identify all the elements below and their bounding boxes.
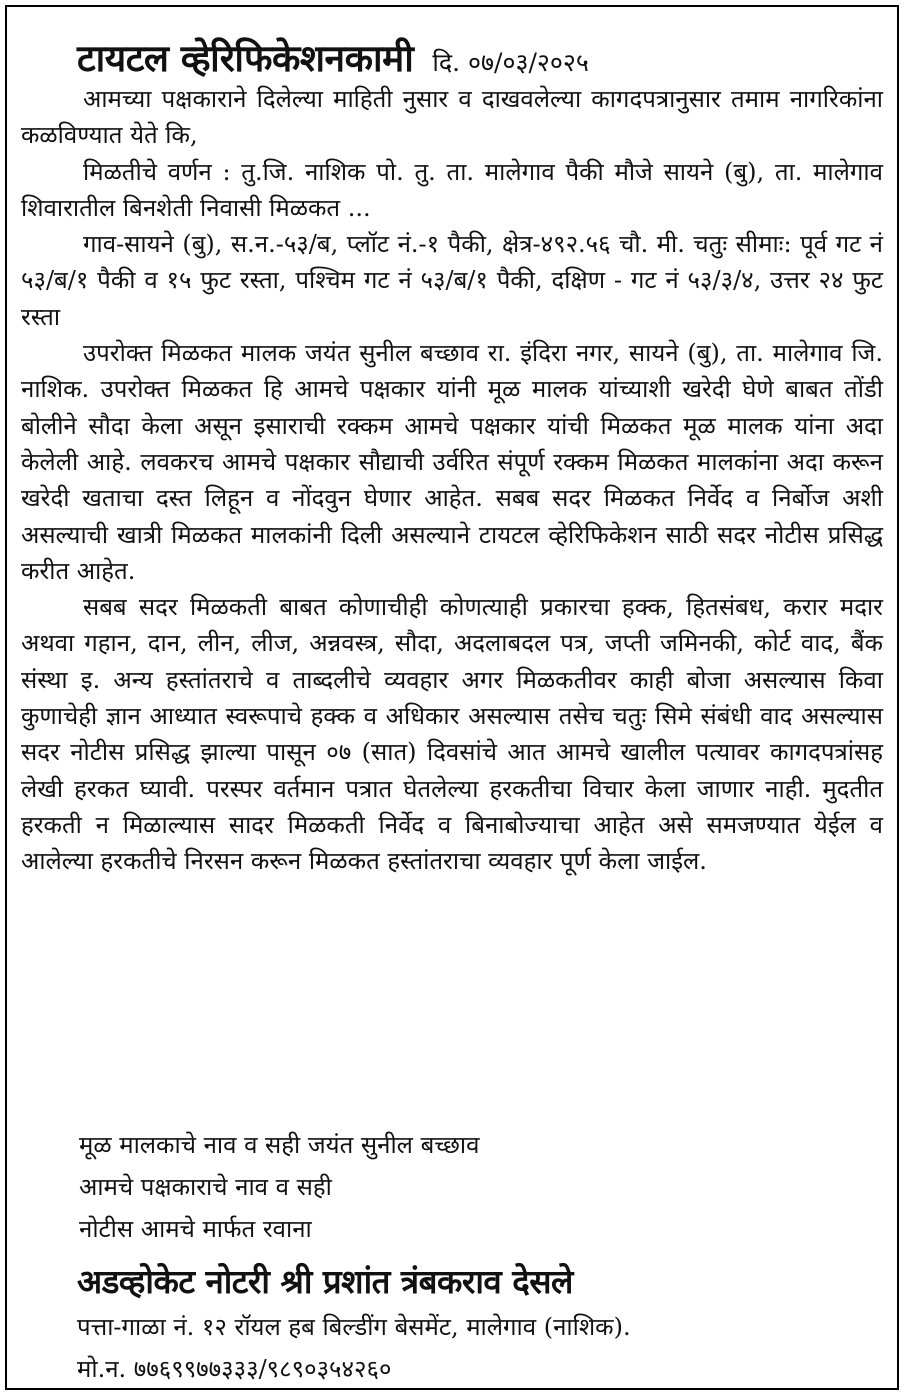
- owner-paragraph: उपरोक्त मिळकत मालक जयंत सुनील बच्छाव रा. इंदिरा नगर, सायने (बु), ता. मालेगाव जि. नाशिक. उपरोक्त मिळकत हि आमचे पक्षकार यांनी मूळ मालक यांच्याशी खरेदी घेणे बाबत तोंडी बोलीने सौदा केला असून इसाराची रक्कम आमचे पक्षकार यांची मिळकत मूळ मालक यांना अदा केलेली आहे. लवकरच आमचे पक्षकार सौद्याची उर्वरित संपूर्ण रक्कम मिळकत मालकांना अदा करून खरेदी खताचा दस्त लिहून व नोंदवुन घेणार आहेत. सबब सदर मिळकत निर्वेद व निर्बोज अशी असल्याची खात्री मिळकत मालकांनी दिली असल्याने टायटल व्हेरिफिकेशन साठी सदर नोटीस प्रसिद्ध करीत आहेत.: [21, 339, 883, 585]
- notice-body: [21, 81, 883, 880]
- owner-signature-line: मूळ मालकाचे नाव व सही जयंत सुनील बच्छाव: [79, 1131, 480, 1159]
- objection-paragraph: सबब सदर मिळकती बाबत कोणाचीही कोणत्याही प्रकारचा हक्क, हितसंबध, करार मदार अथवा गहान, दान, लीन, लीज, अन्नवस्त्र, सौदा, अदलाबदल पत्र, जप्ती जमिनकी, कोर्ट वाद, बैंक संस्था इ. अन्य हस्तांतराचे व ताब्दलीचे व्यवहार अगर मिळकतीवर काही बोजा असल्यास किवा कुणाचेही ज्ञान आध्यात स्वरूपाचे हक्क व अधिकार असल्यास तसेच चतुः सिमे संबंधी वाद असल्यास सदर नोटीस प्रसिद्ध झाल्या पासून ०७ (सात) दिवसांचे आत आमचे खालील पत्यावर कागदपत्रांसह लेखी हरकत घ्यावी. परस्पर वर्तमान पत्रात घेतलेल्या हरकतीचा विचार केला जाणार नाही. मुदतीत हरकती न मिळाल्यास सादर मिळकती निर्वेद व बिनाबोज्याचा आहेत असे समजण्यात येईल व आलेल्या हरकतीचे निरसन करून मिळकत हस्तांतराचा व्यवहार पूर्ण केला जाईल.: [21, 593, 883, 876]
- property-description: मिळतीचे वर्णन : तु.जि. नाशिक पो. तु. ता. मालेगाव पैकी मौजे सायने (बु), ता. मालेगाव शिवारातील बिनशेती निवासी मिळकत ...: [21, 157, 883, 222]
- advocate-address: पत्ता-गाळा नं. १२ रॉयल हब बिल्डींग बेसमेंट, मालेगाव (नाशिक).: [77, 1313, 631, 1341]
- title-row: [77, 31, 589, 82]
- notice-title: टायटल व्हेरिफिकेशनकामी: [77, 37, 414, 80]
- legal-notice: [5, 5, 899, 1390]
- advocate-name: अडव्होकेट नोटरी श्री प्रशांत त्रंबकराव देसले: [77, 1262, 573, 1301]
- intro-paragraph: आमच्या पक्षकाराने दिलेल्या माहिती नुसार व दाखवलेल्या कागदपत्रानुसार तमाम नागरिकांना कळविण्यात येते कि,: [21, 85, 883, 150]
- client-signature-line: आमचे पक्षकाराचे नाव व सही: [79, 1173, 332, 1201]
- notice-date: दि. ०७/०३/२०२५: [432, 48, 589, 77]
- advocate-mobile: मो.न. ७७६९९७७३३३/९८९०३५४२६०: [77, 1355, 392, 1383]
- via-line: नोटीस आमचे मार्फत रवाना: [79, 1215, 312, 1243]
- property-boundaries: गाव-सायने (बु), स.न.-५३/ब, प्लॉट नं.-१ पैकी, क्षेत्र-४९२.५६ चौ. मी. चतुः सीमाः: पूर्व गट नं ५३/ब/१ पैकी व १५ फुट रस्ता, पश्चिम गट नं ५३/ब/१ पैकी, दक्षिण - गट नं ५३/३/४, उत्तर २४ फुट रस्ता: [21, 230, 883, 331]
